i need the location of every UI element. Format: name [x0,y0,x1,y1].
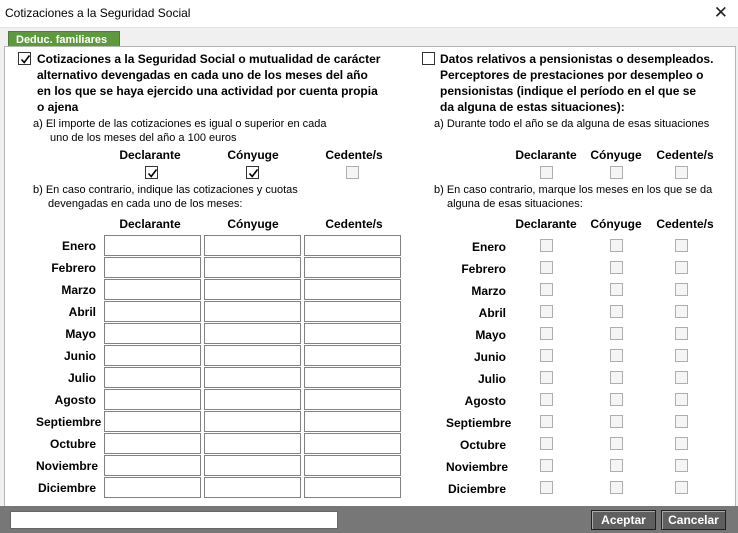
tab-deduc-familiares[interactable]: Deduc. familiares [8,31,120,47]
right-cedente-month-checkbox[interactable] [675,437,688,450]
right-cedente-month-checkbox[interactable] [675,371,688,384]
right-month-label: Mayo [475,328,506,342]
right-conyuge-month-checkbox[interactable] [610,371,623,384]
right-cedente-month-checkbox[interactable] [675,393,688,406]
right-month-label: Septiembre [446,416,512,430]
left-declarante-month-input[interactable] [104,477,201,498]
left-month-label: Julio [67,371,96,385]
right-cedente-month-checkbox[interactable] [675,415,688,428]
right-cedente-month-checkbox[interactable] [675,261,688,274]
heading-line: Perceptores de prestaciones por desempleo o [440,68,704,82]
left-month-label: Marzo [61,283,96,297]
right-section-a-text: a) Durante todo el año se da alguna de esas situaciones [434,118,710,130]
left-a-cedente-checkbox[interactable] [346,166,359,179]
close-icon[interactable]: ✕ [713,3,728,22]
right-conyuge-month-checkbox[interactable] [610,239,623,252]
right-declarante-month-checkbox[interactable] [540,349,553,362]
cancel-button[interactable]: Cancelar [661,510,726,530]
left-month-label: Agosto [54,393,96,407]
left-declarante-month-input[interactable] [104,257,201,278]
left-conyuge-month-input[interactable] [204,301,301,322]
right-declarante-month-checkbox[interactable] [540,327,553,340]
right-declarante-month-checkbox[interactable] [540,283,553,296]
left-conyuge-month-input[interactable] [204,389,301,410]
right-conyuge-month-checkbox[interactable] [610,283,623,296]
left-a-header-cedente: Cedente/s [325,148,383,162]
right-conyuge-month-checkbox[interactable] [610,481,623,494]
left-conyuge-month-input[interactable] [204,411,301,432]
accept-button[interactable]: Aceptar [591,510,656,530]
left-declarante-month-input[interactable] [104,411,201,432]
left-declarante-month-input[interactable] [104,301,201,322]
heading-line: Cotizaciones a la Seguridad Social o mutualidad de carácter [37,52,381,66]
pensionistas-heading [440,51,730,115]
right-a-conyuge-checkbox[interactable] [610,166,623,179]
right-a-cedente-checkbox[interactable] [675,166,688,179]
right-cedente-month-checkbox[interactable] [675,327,688,340]
right-declarante-month-checkbox[interactable] [540,459,553,472]
section-b-line: alguna de esas situaciones: [447,198,583,210]
title-bar [0,0,738,28]
right-month-label: Noviembre [446,460,509,474]
left-conyuge-month-input[interactable] [204,279,301,300]
heading-line: alternativo devengadas en cada uno de los meses del año [37,68,368,82]
left-declarante-month-input[interactable] [104,279,201,300]
right-declarante-month-checkbox[interactable] [540,481,553,494]
right-cedente-month-checkbox[interactable] [675,239,688,252]
right-a-header-conyuge: Cónyuge [590,148,642,162]
right-conyuge-month-checkbox[interactable] [610,459,623,472]
left-cedente-month-input[interactable] [304,411,401,432]
right-declarante-month-checkbox[interactable] [540,371,553,384]
right-month-label: Agosto [464,394,506,408]
left-cedente-month-input[interactable] [304,235,401,256]
right-a-declarante-checkbox[interactable] [540,166,553,179]
left-cedente-month-input[interactable] [304,323,401,344]
right-declarante-month-checkbox[interactable] [540,415,553,428]
right-conyuge-month-checkbox[interactable] [610,305,623,318]
right-month-label: Julio [477,372,506,386]
right-cedente-month-checkbox[interactable] [675,283,688,296]
left-cedente-month-input[interactable] [304,279,401,300]
right-cedente-month-checkbox[interactable] [675,481,688,494]
right-conyuge-month-checkbox[interactable] [610,437,623,450]
left-a-header-conyuge: Cónyuge [227,148,279,162]
right-conyuge-month-checkbox[interactable] [610,261,623,274]
heading-line: pensionistas (indique el período en el que se [440,84,697,98]
right-b-header-conyuge: Cónyuge [590,217,642,231]
right-cedente-month-checkbox[interactable] [675,305,688,318]
right-conyuge-month-checkbox[interactable] [610,415,623,428]
left-conyuge-month-input[interactable] [204,257,301,278]
section-b-text [33,183,363,211]
left-cedente-month-input[interactable] [304,477,401,498]
left-month-label: Junio [64,349,96,363]
left-conyuge-month-input[interactable] [204,367,301,388]
right-conyuge-month-checkbox[interactable] [610,393,623,406]
right-month-label: Marzo [471,284,506,298]
right-declarante-month-checkbox[interactable] [540,239,553,252]
right-declarante-month-checkbox[interactable] [540,393,553,406]
left-month-label: Septiembre [36,415,102,429]
left-b-header-declarante: Declarante [119,217,181,231]
left-month-label: Enero [61,239,96,253]
right-month-label: Diciembre [447,482,506,496]
right-declarante-month-checkbox[interactable] [540,305,553,318]
right-b-header-declarante: Declarante [515,217,577,231]
left-cedente-month-input[interactable] [304,455,401,476]
section-a-line: uno de los meses del año a 100 euros [50,132,237,144]
left-cedente-month-input[interactable] [304,389,401,410]
left-a-conyuge-checkbox[interactable] [246,166,259,179]
right-month-label: Octubre [459,438,506,452]
checkmark-icon [248,168,259,179]
status-field[interactable] [10,511,338,529]
left-cedente-month-input[interactable] [304,257,401,278]
left-declarante-month-input[interactable] [104,433,201,454]
left-declarante-month-input[interactable] [104,455,201,476]
section-b-line: b) En caso contrario, marque los meses en los que se da [434,184,713,196]
left-conyuge-month-input[interactable] [204,235,301,256]
right-declarante-month-checkbox[interactable] [540,437,553,450]
right-cedente-month-checkbox[interactable] [675,459,688,472]
checkmark-icon [147,168,158,179]
section-b-line: b) En caso contrario, indique las cotizaciones y cuotas [33,184,298,196]
right-cedente-month-checkbox[interactable] [675,349,688,362]
left-b-header-conyuge: Cónyuge [227,217,279,231]
left-a-header-declarante: Declarante [119,148,181,162]
pensionistas-checkbox[interactable] [422,52,435,65]
left-conyuge-month-input[interactable] [204,433,301,454]
right-conyuge-month-checkbox[interactable] [610,327,623,340]
right-conyuge-month-checkbox[interactable] [610,349,623,362]
right-section-b-text [434,183,734,211]
left-conyuge-month-input[interactable] [204,323,301,344]
left-declarante-month-input[interactable] [104,389,201,410]
right-month-label: Enero [471,240,506,254]
heading-line: o ajena [37,100,79,114]
left-cedente-month-input[interactable] [304,301,401,322]
left-month-label: Mayo [65,327,96,341]
left-declarante-month-input[interactable] [104,345,201,366]
right-declarante-month-checkbox[interactable] [540,261,553,274]
left-month-label: Abril [68,305,96,319]
left-month-label: Diciembre [37,481,96,495]
cotizaciones-heading [37,51,397,115]
left-cedente-month-input[interactable] [304,367,401,388]
left-month-label: Noviembre [36,459,99,473]
checkmark-icon [20,54,31,65]
right-a-header-cedente: Cedente/s [656,148,714,162]
left-declarante-month-input[interactable] [104,323,201,344]
left-conyuge-month-input[interactable] [204,455,301,476]
bottom-bar [0,506,738,533]
left-cedente-month-input[interactable] [304,345,401,366]
right-b-header-cedente: Cedente/s [656,217,714,231]
window-title: Cotizaciones a la Seguridad Social [5,6,191,20]
right-month-label: Febrero [461,262,506,276]
left-month-label: Octubre [49,437,96,451]
right-month-label: Abril [478,306,506,320]
left-cedente-month-input[interactable] [304,433,401,454]
cotizaciones-checkbox[interactable] [18,52,31,65]
right-a-header-declarante: Declarante [515,148,577,162]
left-a-declarante-checkbox[interactable] [145,166,158,179]
right-month-label: Junio [474,350,506,364]
section-b-line: devengadas en cada uno de los meses: [48,198,243,210]
section-a-line: a) El importe de las cotizaciones es igual o superior en cada [33,118,327,130]
heading-line: da alguna de estas situaciones): [440,100,625,114]
left-b-header-cedente: Cedente/s [325,217,383,231]
left-conyuge-month-input[interactable] [204,345,301,366]
heading-line: Datos relativos a pensionistas o desempleados. [440,52,714,66]
section-a-text [33,117,363,145]
left-declarante-month-input[interactable] [104,367,201,388]
left-conyuge-month-input[interactable] [204,477,301,498]
left-month-label: Febrero [51,261,96,275]
heading-line: en los que se haya ejercido una actividad por cuenta propia [37,84,378,98]
left-declarante-month-input[interactable] [104,235,201,256]
